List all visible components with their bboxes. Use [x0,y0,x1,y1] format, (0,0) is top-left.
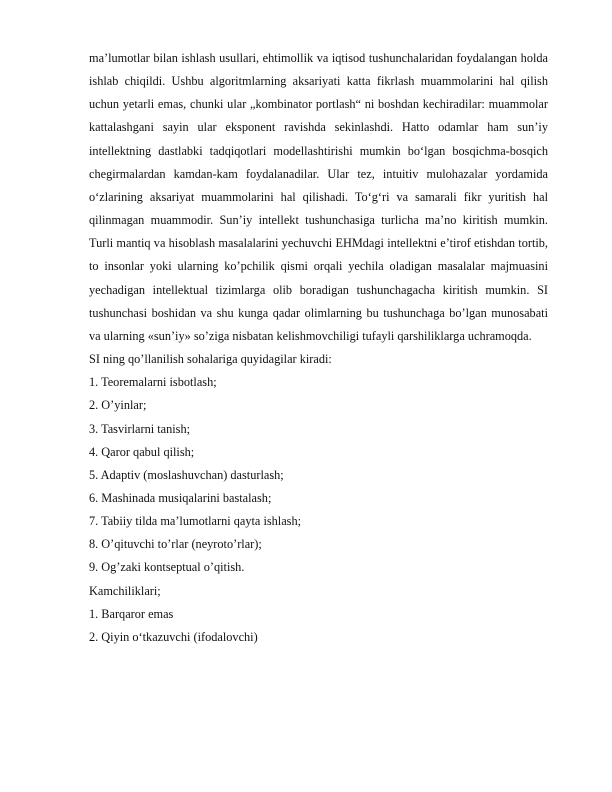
application-item-8: 8. O’qituvchi to’rlar (neyroto’rlar); [89,537,262,552]
application-item-3: 3. Tasvirlarni tanish; [89,421,191,436]
application-item-7: 7. Tabiiy tilda ma’lumotlarni qayta ishlash; [89,514,302,529]
drawback-item-2: 2. Qiyin o‘tkazuvchi (ifodalovchi) [89,629,258,644]
application-item-5: 5. Adaptiv (moslashuvchan) dasturlash; [89,467,284,482]
document-page [89,47,548,649]
application-item-2: 2. O’yinlar; [89,398,147,413]
application-item-4: 4. Qaror qabul qilish; [89,444,195,459]
body-paragraph: ma’lumotlar bilan ishlash usullari, ehtimollik va iqtisod tushunchalaridan foydalangan holda ishlab chiqildi. Ushbu algoritmlarning aksariyati katta fikrlash muammolarini hal qilish uchun yetarli emas, chunki ular „kombinator portlash“ ni boshdan kechiradilar: muammolar kattalashgani sayin ular eksponent ravishda sekinlashdi. Hatto odamlar ham sun’iy intellektning dastlabki tadqiqotlari modellashtirishi mumkin bo‘lgan bosqichma-bosqich chegirmalardan kamdan-kam foydalanadilar. Ular tez, intuitiv mulohazalar yordamida o‘zlarining aksariyat muammolarini hal qilishadi. To‘g‘ri va samarali fikr yuritish hal qilinmagan muammodir. Sun’iy intellekt tushunchasiga turlicha ma’no kiritish mumkin. Turli mantiq va hisoblash masalalarini yechuvchi EHMdagi intellektni e’tirof etishdan tortib, to insonlar yoki ularning ko’pchilik qismi orqali yechila oladigan masalalar majmuasini yechadigan intellektual tizimlarga olib boradigan tushunchagacha kiritish mumkin. SI tushunchasi boshidan va shu kunga qadar olimlarning bu tushunchaga bo’lgan munosabati va ularning «sun’iy» so’ziga nisbatan kelishmovchiligi tufayli qarshiliklarga uchramoqda. [89,51,548,343]
application-item-1: 1. Teoremalarni isbotlash; [89,375,217,390]
drawback-item-1: 1. Barqaror emas [89,606,174,621]
applications-heading: SI ning qo’llanilish sohalariga quyidagilar kiradi: [89,352,332,367]
application-item-6: 6. Mashinada musiqalarini bastalash; [89,490,272,505]
application-item-9: 9. Og’zaki kontseptual o’qitish. [89,560,245,575]
drawbacks-heading: Kamchiliklari; [89,583,161,598]
